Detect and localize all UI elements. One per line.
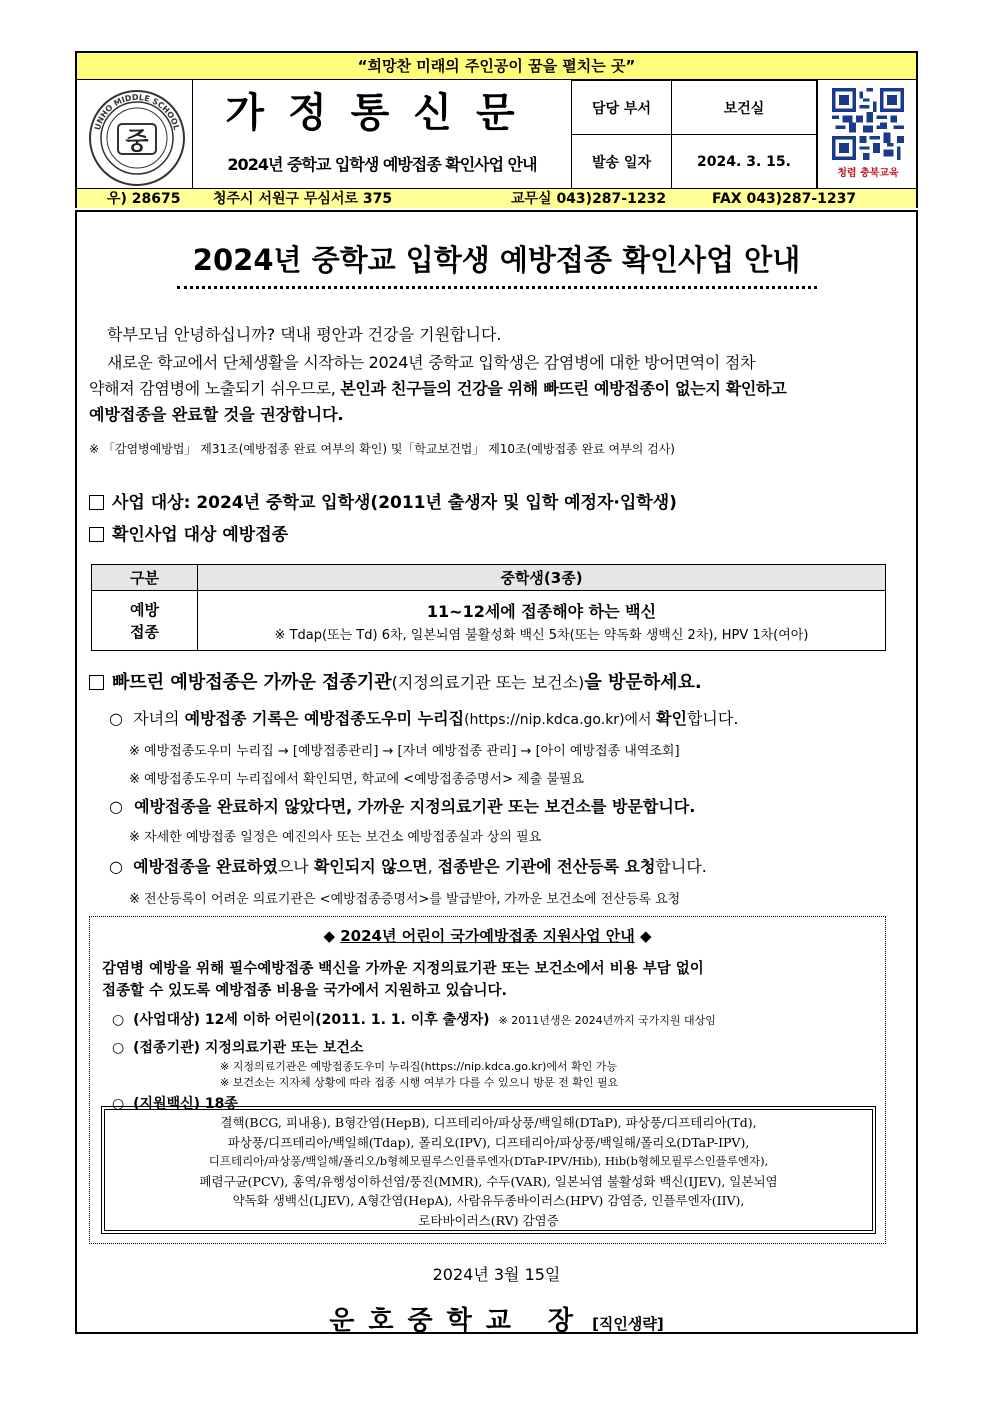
office-phone: 교무실 043)287-1232 xyxy=(511,191,667,207)
support-title: ◆ 2024년 어린이 국가예방접종 지원사업 안내 ◆ xyxy=(323,927,652,945)
newsletter-body xyxy=(75,210,918,1334)
street-address: 청주시 서원구 무심서로 375 xyxy=(213,191,393,207)
visit-heading: 빠뜨린 예방접종은 가까운 접종기관(지정의료기관 또는 보건소)을 방문하세요. xyxy=(89,668,702,694)
school-motto: “희망찬 미래의 주인공이 꿈을 펼치는 곳” xyxy=(77,53,916,80)
table-header-middle: 중학생(3종) xyxy=(198,565,886,591)
support-target: ○ (사업대상) 12세 이하 어린이(2011. 1. 1. 이후 출생자) ※ 2011년생은 2024년까지 국가지원 대상임 xyxy=(112,1012,716,1028)
support-agency-note-2: ※ 보건소는 지자체 상황에 따라 접종 시행 여부가 다를 수 있으니 방문 전 확인 필요 xyxy=(220,1076,619,1089)
address-bar xyxy=(77,188,916,208)
checkbox-square-icon xyxy=(89,675,104,690)
support-info-box xyxy=(89,916,886,1244)
vaccine-list-box xyxy=(104,1109,873,1231)
law-note: ※ 「감염병예방법」 제31조(예방접종 완료 여부의 확인) 및「학교보건법」 제10조(예방접종 완료 여부의 검사) xyxy=(89,442,675,456)
qr-code-icon xyxy=(828,88,908,160)
support-vaccines-label: ○ (지원백신) 18종 xyxy=(112,1096,238,1112)
newsletter-subtitle: 2024년 중학교 입학생 예방접종 확인사업 안내 xyxy=(227,155,537,174)
bullet-registration: ○ 예방접종을 완료하였으나 확인되지 않으면, 접종받은 기관에 전산등록 요청합니다. xyxy=(109,857,707,876)
table-header-category: 구분 xyxy=(92,565,198,591)
fax-number: FAX 043)287-1237 xyxy=(712,191,857,207)
intro-line-2: 약해져 감염병에 노출되기 쉬우므로, 본인과 친구들의 건강을 위해 빠뜨린 예방접종이 없는지 확인하고 xyxy=(89,379,787,398)
intro-line-1: 새로운 학교에서 단체생활을 시작하는 2024년 중학교 입학생은 감염병에 대한 방어면역이 점차 xyxy=(107,353,756,372)
dept-label: 담당 부서 xyxy=(572,81,672,135)
target-heading: 사업 대상: 2024년 중학교 입학생(2011년 출생자 및 입학 예정자·입학생) xyxy=(89,488,677,513)
date-label: 발송 일자 xyxy=(572,135,672,189)
table-row-content: 11~12세에 접종해야 하는 백신 ※ Tdap(또는 Td) 6차, 일본뇌염 불활성화 백신 5차(또는 약독화 생백신 2차), HPV 1차(여아) xyxy=(198,591,886,651)
vaccine-line: 로타바이러스(RV) 감염증 xyxy=(418,1212,559,1228)
newsletter-header xyxy=(75,51,918,208)
date-value: 2024. 3. 15. xyxy=(672,135,817,189)
info-table xyxy=(571,80,817,189)
support-desc-1: 감염병 예방을 위해 필수예방접종 백신을 가까운 지정의료기관 또는 보건소에서 비용 부담 없이 xyxy=(102,961,704,977)
issue-date: 2024년 3월 15일 xyxy=(432,1265,561,1284)
dept-value: 보건실 xyxy=(672,81,817,135)
signature xyxy=(77,1300,916,1337)
note-schedule: ※ 자세한 예방접종 일정은 예진의사 또는 보건소 예방접종실과 상의 필요 xyxy=(129,830,542,845)
svg-text:UNHO MIDDLE SCHOOL: UNHO MIDDLE SCHOOL xyxy=(92,92,182,132)
intro-line-3: 예방접종을 완료할 것을 권장합니다. xyxy=(89,405,344,424)
greeting: 학부모님 안녕하십니까? 댁내 평안과 건강을 기원합니다. xyxy=(107,325,502,344)
signer-name: 운호중학교 장 xyxy=(329,1306,587,1336)
vaccine-heading: 확인사업 대상 예방접종 xyxy=(89,520,288,545)
vaccine-line: 폐렴구균(PCV), 홍역/유행성이하선염/풍진(MMR), 수두(VAR), 일본뇌염 불활성화 백신(IJEV), 일본뇌염 xyxy=(199,1173,778,1189)
note-no-certificate: ※ 예방접종도우미 누리집에서 확인되면, 학교에 <예방접종증명서> 제출 불필요 xyxy=(129,772,585,787)
checkbox-square-icon xyxy=(89,495,104,510)
vaccine-line: 파상풍/디프테리아/백일해(Tdap), 폴리오(IPV), 디프테리아/파상풍/백일해/폴리오(DTaP-IPV), xyxy=(227,1134,750,1150)
qr-area xyxy=(817,80,918,188)
bullet-record-check: ○ 자녀의 예방접종 기록은 예방접종도우미 누리집(https://nip.kdca.go.kr)에서 확인합니다. xyxy=(109,709,739,728)
note-nip-path: ※ 예방접종도우미 누리집 → [예방접종관리] → [자녀 예방접종 관리] → [아이 예방접종 내역조회] xyxy=(129,744,680,759)
newsletter-title: 가정통신문 xyxy=(225,89,539,136)
table-row-label: 예방 접종 xyxy=(92,591,198,651)
page-title: 2024년 중학교 입학생 예방접종 확인사업 안내 xyxy=(192,243,801,277)
vaccine-table xyxy=(91,564,886,651)
svg-text:중: 중 xyxy=(125,127,149,155)
vaccine-line: 약독화 생백신(LJEV), A형간염(HepA), 사람유두종바이러스(HPV) 감염증, 인플루엔자(IIV), xyxy=(232,1193,745,1208)
support-agency-note-1: ※ 지정의료기관은 예방접종도우미 누리집(https://nip.kdca.go.kr)에서 확인 가능 xyxy=(220,1060,618,1073)
support-desc-2: 접종할 수 있도록 예방접종 비용을 국가에서 지원하고 있습니다. xyxy=(102,983,508,999)
note-registration: ※ 전산등록이 어려운 의료기관은 <예방접종증명서>를 발급받아, 가까운 보건소에 전산등록 요청 xyxy=(129,892,681,907)
postal-code: 우) 28675 xyxy=(107,191,181,207)
vaccine-line: 디프테리아/파상풍/백일해/폴리오/b형헤모필루스인플루엔자(DTaP-IPV/Hib), Hib(b형헤모필루스인플루엔자), xyxy=(208,1154,769,1168)
seal-note: [직인생략] xyxy=(592,1315,664,1333)
vaccine-line: 결핵(BCG, 피내용), B형간염(HepB), 디프테리아/파상풍/백일해(DTaP), 파상풍/디프테리아(Td), xyxy=(220,1115,757,1130)
bullet-visit-clinic: ○ 예방접종을 완료하지 않았다면, 가까운 지정의료기관 또는 보건소를 방문합니다. xyxy=(109,797,696,816)
checkbox-square-icon xyxy=(89,527,104,542)
qr-caption: 청렴 충북교육 xyxy=(837,168,899,179)
support-agency: ○ (접종기관) 지정의료기관 또는 보건소 xyxy=(112,1040,364,1056)
school-logo-icon xyxy=(87,88,187,188)
